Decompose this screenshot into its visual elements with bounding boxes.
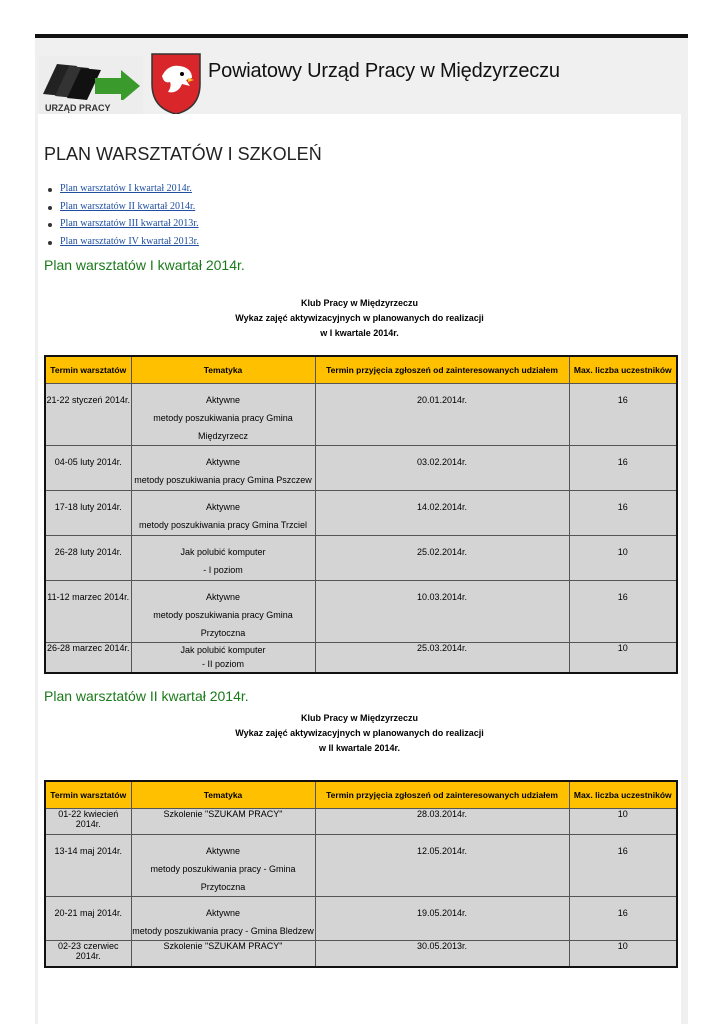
table-row <box>45 643 677 673</box>
site-title: Powiatowy Urząd Pracy w Międzyrzeczu <box>208 60 560 82</box>
toc-item <box>60 183 199 201</box>
row-topic-line: Szkolenie "SZUKAM PRACY" <box>163 941 283 951</box>
table-row <box>45 446 677 491</box>
row-deadline: 20.01.2014r. <box>416 395 468 405</box>
page-frame <box>35 34 688 1024</box>
row-date: 17-18 luty 2014r. <box>54 502 122 512</box>
intro-line: Klub Pracy w Międzyrzeczu <box>300 713 419 723</box>
toc-item <box>60 218 199 236</box>
table-row <box>45 809 677 835</box>
intro-line: Klub Pracy w Międzyrzeczu <box>300 298 419 308</box>
row-topic-line: Aktywne <box>205 457 240 467</box>
intro-line: Wykaz zajęć aktywizacyjnych w planowanych do realizacji <box>235 313 484 323</box>
toc-link-q3-2013[interactable]: Plan warsztatów III kwartał 2013r. <box>60 218 199 229</box>
row-date: 26-28 luty 2014r. <box>54 547 122 557</box>
row-max: 10 <box>617 809 628 819</box>
row-deadline: 10.03.2014r. <box>416 592 468 602</box>
row-date: 01-22 kwiecień 2014r. <box>58 809 119 829</box>
row-topic-line: Aktywne <box>205 908 240 918</box>
row-deadline: 12.05.2014r. <box>416 846 468 856</box>
row-topic-line: metody poszukiwania pracy Gmina Trzciel <box>138 520 308 530</box>
row-deadline: 19.05.2014r. <box>416 908 468 918</box>
table-row <box>45 491 677 536</box>
row-max: 16 <box>617 395 628 405</box>
section-intro-q1 <box>38 296 681 341</box>
col-header-date: Termin warsztatów <box>45 781 131 809</box>
table-header-row <box>45 356 677 384</box>
schedule-table-q2 <box>44 780 678 968</box>
row-topic-line: - II poziom <box>201 659 244 669</box>
row-topic-line: Aktywne <box>205 395 240 405</box>
table-row <box>45 835 677 897</box>
row-topic-line: Szkolenie "SZUKAM PRACY" <box>163 809 283 819</box>
row-max: 10 <box>617 941 628 951</box>
table-header-row <box>45 781 677 809</box>
table-row <box>45 384 677 446</box>
row-topic-line: Aktywne <box>205 846 240 856</box>
row-date: 04-05 luty 2014r. <box>54 457 122 467</box>
row-topic-line: Aktywne <box>205 502 240 512</box>
row-max: 10 <box>617 547 628 557</box>
row-deadline: 14.02.2014r. <box>416 502 468 512</box>
toc-link-q4-2013[interactable]: Plan warsztatów IV kwartał 2013r. <box>60 235 199 247</box>
col-header-max: Max. liczba uczestników <box>569 356 677 384</box>
table-row <box>45 941 677 967</box>
toc-link-q2-2014[interactable]: Plan warsztatów II kwartał 2014r. <box>60 200 196 212</box>
row-topic-line: metody poszukiwania pracy - Gmina Bledzew <box>132 926 314 936</box>
row-topic-line: Aktywne <box>205 592 240 602</box>
schedule-table-q1 <box>44 355 678 674</box>
row-max: 16 <box>617 846 628 856</box>
intro-line: w II kwartale 2014r. <box>318 743 401 753</box>
row-deadline: 03.02.2014r. <box>416 457 468 467</box>
col-header-deadline: Termin przyjęcia zgłoszeń od zainteresowanych udziałem <box>315 781 569 809</box>
row-topic-line: metody poszukiwania pracy Gmina Pszczew <box>134 475 312 485</box>
row-date: 26-28 marzec 2014r. <box>46 643 130 653</box>
section-intro-q2 <box>38 711 681 756</box>
section-title-q2: Plan warsztatów II kwartał 2014r. <box>44 688 249 704</box>
row-topic-line: metody poszukiwania pracy - Gmina Przytoczna <box>150 864 296 892</box>
col-header-deadline: Termin przyjęcia zgłoszeń od zainteresowanych udziałem <box>315 356 569 384</box>
section-title-q1: Plan warsztatów I kwartał 2014r. <box>44 257 245 273</box>
table-of-contents <box>60 183 199 253</box>
coat-of-arms-logo <box>148 50 204 116</box>
row-date: 20-21 maj 2014r. <box>54 908 123 918</box>
main-content <box>38 114 681 1024</box>
row-date: 11-12 marzec 2014r. <box>47 592 130 602</box>
row-max: 16 <box>617 502 628 512</box>
row-max: 16 <box>617 457 628 467</box>
col-header-topic: Tematyka <box>131 781 315 809</box>
row-deadline: 25.02.2014r. <box>416 547 468 557</box>
row-deadline: 25.03.2014r. <box>416 643 468 653</box>
col-header-max: Max. liczba uczestników <box>569 781 677 809</box>
row-topic-line: - I poziom <box>203 565 243 575</box>
toc-item <box>60 201 199 219</box>
row-max: 16 <box>617 908 628 918</box>
col-header-topic: Tematyka <box>131 356 315 384</box>
row-max: 10 <box>617 643 628 653</box>
row-deadline: 28.03.2014r. <box>416 809 468 819</box>
row-topic-line: Jak polubić komputer <box>180 547 266 557</box>
toc-link-q1-2014[interactable]: Plan warsztatów I kwartał 2014r. <box>60 183 192 194</box>
urzad-pracy-logo[interactable] <box>39 56 143 114</box>
row-topic-line: metody poszukiwania pracy Gmina Międzyrzecz <box>153 413 293 441</box>
intro-line: Wykaz zajęć aktywizacyjnych w planowanych do realizacji <box>235 728 484 738</box>
table-row <box>45 536 677 581</box>
table-row <box>45 581 677 643</box>
row-date: 13-14 maj 2014r. <box>54 846 123 856</box>
row-max: 16 <box>617 592 628 602</box>
page-title: PLAN WARSZTATÓW I SZKOLEŃ <box>44 144 322 164</box>
row-date: 02-23 czerwiec 2014r. <box>57 941 119 961</box>
row-topic-line: Jak polubić komputer <box>180 645 266 655</box>
row-topic-line: metody poszukiwania pracy Gmina Przytoczna <box>153 610 293 638</box>
row-date: 21-22 styczeń 2014r. <box>46 395 131 405</box>
row-deadline: 30.05.2013r. <box>416 941 468 951</box>
intro-line: w I kwartale 2014r. <box>320 328 399 338</box>
svg-text:URZĄD PRACY: URZĄD PRACY <box>45 103 111 113</box>
toc-item <box>60 236 199 254</box>
col-header-date: Termin warsztatów <box>45 356 131 384</box>
table-row <box>45 897 677 941</box>
